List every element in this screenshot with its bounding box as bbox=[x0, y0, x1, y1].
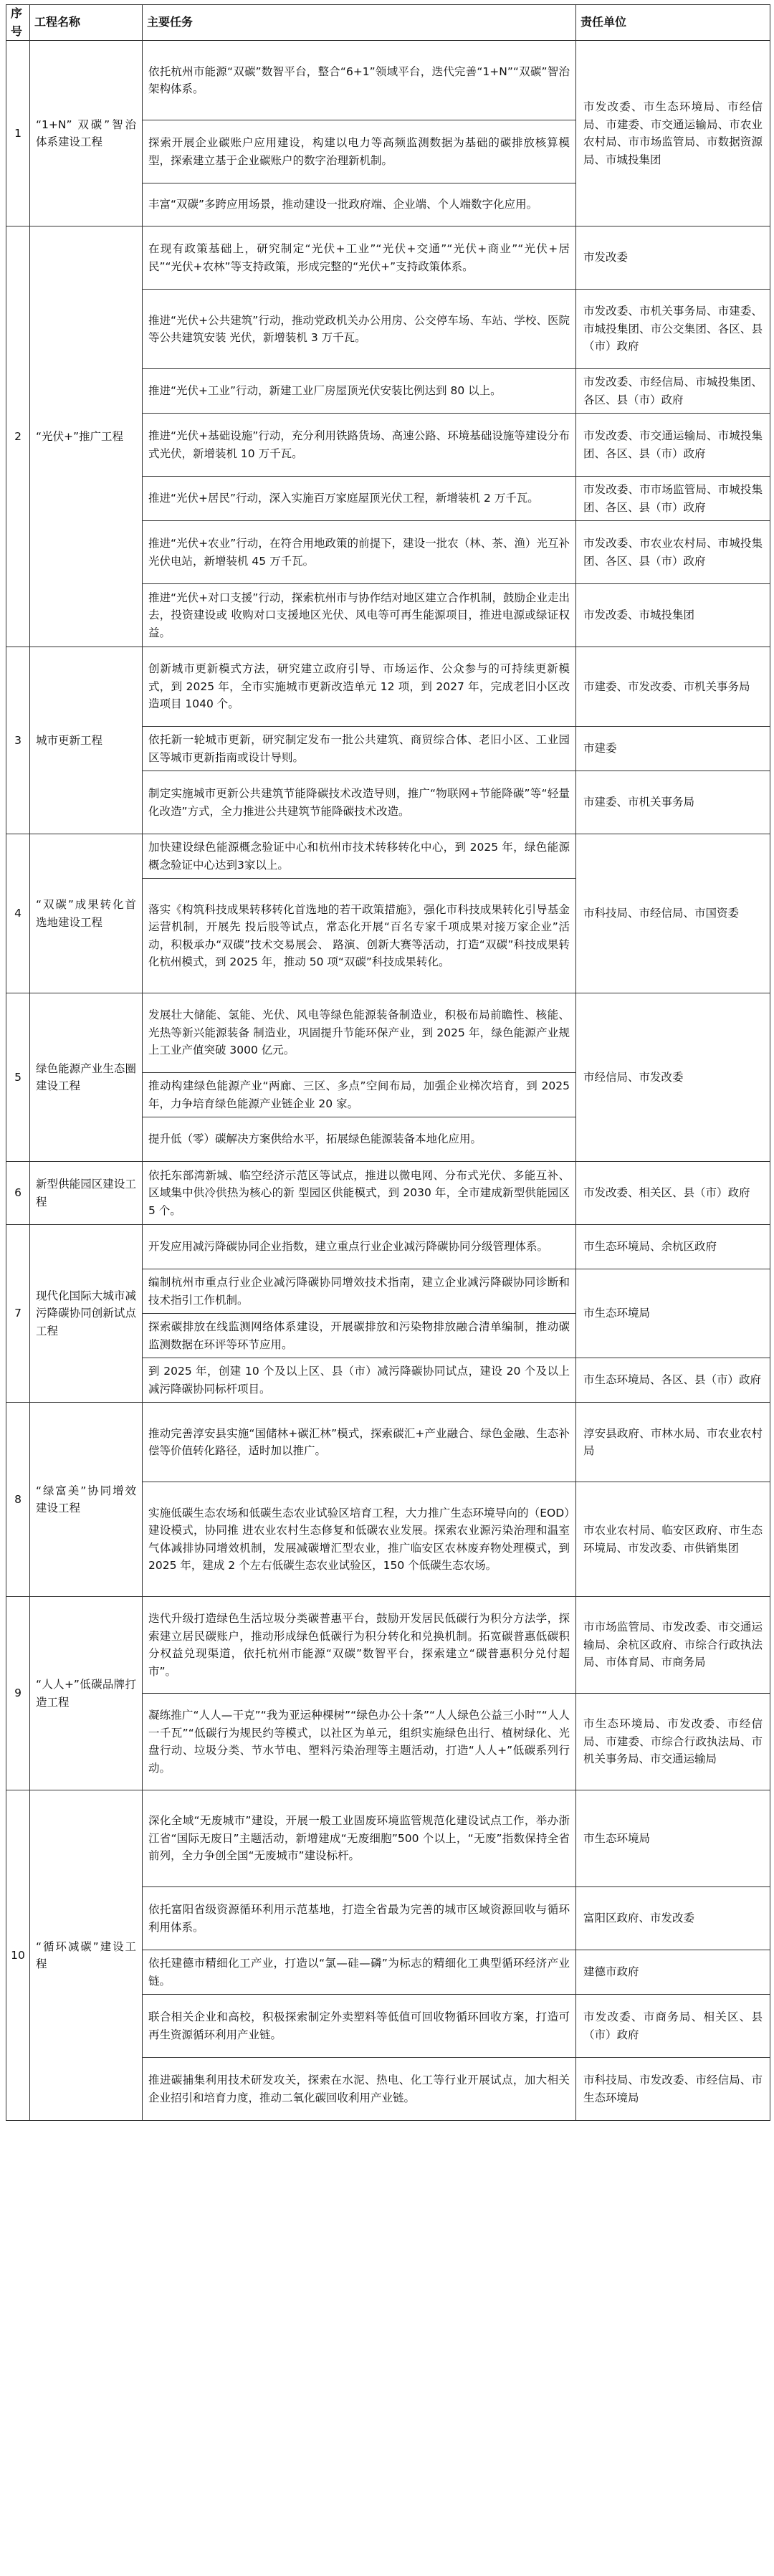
task-cell: 制定实施城市更新公共建筑节能降碳技术改造导则，推广“物联网+节能降碳”等“轻量化改造”方式，全力推进公共建筑节能降碳技术改造。 bbox=[143, 771, 576, 834]
task-cell: 依托杭州市能源“双碳”数智平台，整合“6+1”领域平台，迭代完善“1+N”“双碳”智治架构体系。 bbox=[143, 41, 576, 120]
project-name: “循环减碳”建设工程 bbox=[30, 1790, 143, 2121]
task-cell: 推进“光伏+农业”行动，在符合用地政策的前提下，建设一批农（林、茶、渔）光互补光伏电站，新增装机 45 万千瓦。 bbox=[143, 521, 576, 584]
header-unit: 责任单位 bbox=[576, 5, 770, 41]
responsible-unit-cell: 市发改委、市商务局、相关区、县（市）政府 bbox=[576, 1995, 770, 2058]
project-number: 9 bbox=[6, 1597, 30, 1790]
task-cell: 依托新一轮城市更新，研究制定发布一批公共建筑、商贸综合体、老旧小区、工业园区等城市更新指南或设计导则。 bbox=[143, 727, 576, 771]
project-number: 4 bbox=[6, 834, 30, 993]
responsible-unit-cell: 市生态环境局、余杭区政府 bbox=[576, 1225, 770, 1269]
responsible-unit-cell: 淳安县政府、市林水局、市农业农村局 bbox=[576, 1403, 770, 1482]
project-number: 8 bbox=[6, 1403, 30, 1597]
project-name: 城市更新工程 bbox=[30, 647, 143, 834]
task-cell: 丰富“双碳”多跨应用场景，推动建设一批政府端、企业端、个人端数字化应用。 bbox=[143, 183, 576, 226]
table-row bbox=[6, 226, 770, 290]
task-cell: 凝练推广“人人—干克”“我为亚运种棵树”“绿色办公十条”“人人绿色公益三小时”“人人一千瓦”“低碳行为规民约等模式，以社区为单元，组织实施绿色出行、植树绿化、光盘行动、垃圾分类、节水节电、塑料污染治理等主题活动，打造“人人+”低碳系列行动。 bbox=[143, 1694, 576, 1790]
responsible-unit-cell: 市发改委、市市场监管局、市城投集团、各区、县（市）政府 bbox=[576, 477, 770, 521]
project-name: “光伏+”推广工程 bbox=[30, 226, 143, 647]
responsible-unit-cell: 市发改委、市农业农村局、市城投集团、各区、县（市）政府 bbox=[576, 521, 770, 584]
responsible-unit-cell: 市生态环境局、市发改委、市经信局、市建委、市综合行政执法局、市机关事务局、市交通运输局 bbox=[576, 1694, 770, 1790]
table-row bbox=[6, 1790, 770, 1887]
table-row bbox=[6, 1597, 770, 1694]
responsible-unit-cell: 市发改委、市机关事务局、市建委、市城投集团、市公交集团、各区、县（市）政府 bbox=[576, 290, 770, 369]
task-cell: 推进“光伏+公共建筑”行动，推动党政机关办公用房、公交停车场、车站、学校、医院等公共建筑安装 光伏，新增装机 3 万千瓦。 bbox=[143, 290, 576, 369]
task-cell: 开发应用减污降碳协同企业指数，建立重点行业企业减污降碳协同分级管理体系。 bbox=[143, 1225, 576, 1269]
task-cell: 加快建设绿色能源概念验证中心和杭州市技术转移转化中心，到 2025 年，绿色能源概念验证中心达到3家以上。 bbox=[143, 834, 576, 879]
task-cell: 在现有政策基础上，研究制定“光伏+工业”“光伏+交通”“光伏+商业”“光伏+居民”“光伏+农林”等支持政策，形成完整的“光伏+”支持政策体系。 bbox=[143, 226, 576, 290]
project-number: 1 bbox=[6, 41, 30, 226]
responsible-unit-cell: 市建委 bbox=[576, 727, 770, 771]
responsible-unit-cell: 市发改委、市生态环境局、市经信局、市建委、市交通运输局、市农业农村局、市市场监管局、市数据资源局、市城投集团 bbox=[576, 41, 770, 226]
task-cell: 编制杭州市重点行业企业减污降碳协同增效技术指南，建立企业减污降碳协同诊断和技术指引工作机制。 bbox=[143, 1269, 576, 1314]
task-cell: 依托富阳省级资源循环利用示范基地，打造全省最为完善的城市区域资源回收与循环利用体系。 bbox=[143, 1887, 576, 1950]
table-row bbox=[6, 1225, 770, 1269]
table-body bbox=[6, 41, 770, 2121]
responsible-unit-cell: 市科技局、市发改委、市经信局、市生态环境局 bbox=[576, 2058, 770, 2121]
header-row bbox=[6, 5, 770, 41]
responsible-unit-cell: 富阳区政府、市发改委 bbox=[576, 1887, 770, 1950]
task-cell: 实施低碳生态农场和低碳生态农业试验区培育工程，大力推广生态环境导向的（EOD）建设模式，协同推 进农业农村生态修复和低碳农业发展。探索农业源污染治理和温室气体减排协同增效机制，发展减碳增汇型农业，推广临安区农林废弃物处理模式，到 2025 年，建成 2 个左右低碳生态农业试验区，150 个低碳生态农场。 bbox=[143, 1482, 576, 1597]
project-number: 10 bbox=[6, 1790, 30, 2121]
header-no: 序号 bbox=[6, 5, 30, 41]
task-cell: 依托东部湾新城、临空经济示范区等试点，推进以微电网、分布式光伏、多能互补、区域集中供冷供热为核心的新 型园区供能模式，到 2030 年，全市建成新型供能园区 5 个。 bbox=[143, 1162, 576, 1225]
task-cell: 提升低（零）碳解决方案供给水平，拓展绿色能源装备本地化应用。 bbox=[143, 1117, 576, 1162]
task-cell: 探索开展企业碳账户应用建设，构建以电力等高频监测数据为基础的碳排放核算模型，探索建立基于企业碳账户的数字治理新机制。 bbox=[143, 120, 576, 183]
task-cell: 深化全域“无废城市”建设，开展一般工业固废环境监管规范化建设试点工作，举办浙江省“国际无废日”主题活动，新增建成“无废细胞”500 个以上，“无废”指数保持全省前列，全力争创全国“无废城市”建设标杆。 bbox=[143, 1790, 576, 1887]
table-row bbox=[6, 1162, 770, 1225]
project-number: 7 bbox=[6, 1225, 30, 1403]
task-cell: 推动完善淳安县实施“国储林+碳汇林”模式，探索碳汇+产业融合、绿色金融、生态补偿等价值转化路径，适时加以推广。 bbox=[143, 1403, 576, 1482]
responsible-unit-cell: 市建委、市机关事务局 bbox=[576, 771, 770, 834]
responsible-unit-cell: 市生态环境局、各区、县（市）政府 bbox=[576, 1358, 770, 1403]
project-name: 现代化国际大城市减污降碳协同创新试点工程 bbox=[30, 1225, 143, 1403]
header-name: 工程名称 bbox=[30, 5, 143, 41]
project-name: “人人+”低碳品牌打造工程 bbox=[30, 1597, 143, 1790]
task-cell: 推动构建绿色能源产业“两廊、三区、多点”空间布局，加强企业梯次培育，到 2025 年，力争培育绿色能源产业链企业 20 家。 bbox=[143, 1073, 576, 1117]
task-cell: 推进“光伏+对口支援”行动，探索杭州市与协作结对地区建立合作机制，鼓励企业走出去，投资建设或 收购对口支援地区光伏、风电等可再生能源项目，推进电源或绿证权益。 bbox=[143, 584, 576, 647]
project-number: 2 bbox=[6, 226, 30, 647]
task-table bbox=[6, 4, 770, 2121]
project-name: “1+N” 双碳”智治体系建设工程 bbox=[30, 41, 143, 226]
project-name: “绿富美”协同增效建设工程 bbox=[30, 1403, 143, 1597]
responsible-unit-cell: 市发改委 bbox=[576, 226, 770, 290]
project-number: 6 bbox=[6, 1162, 30, 1225]
table-row bbox=[6, 993, 770, 1073]
responsible-unit-cell: 市科技局、市经信局、市国资委 bbox=[576, 834, 770, 993]
responsible-unit-cell: 市发改委、市城投集团 bbox=[576, 584, 770, 647]
table-row bbox=[6, 41, 770, 120]
table-row bbox=[6, 1403, 770, 1482]
responsible-unit-cell: 市建委、市发改委、市机关事务局 bbox=[576, 647, 770, 727]
task-cell: 推进“光伏+工业”行动，新建工业厂房屋顶光伏安装比例达到 80 以上。 bbox=[143, 369, 576, 414]
task-cell: 到 2025 年，创建 10 个及以上区、县（市）减污降碳协同试点，建设 20 个及以上减污降碳协同标杆项目。 bbox=[143, 1358, 576, 1403]
task-cell: 推进“光伏+居民”行动，深入实施百万家庭屋顶光伏工程，新增装机 2 万千瓦。 bbox=[143, 477, 576, 521]
task-cell: 创新城市更新模式方法，研究建立政府引导、市场运作、公众参与的可持续更新模式，到 2025 年，全市实施城市更新改造单元 12 项，到 2027 年，完成老旧小区改造项目 1040 个。 bbox=[143, 647, 576, 727]
responsible-unit-cell: 市发改委、相关区、县（市）政府 bbox=[576, 1162, 770, 1225]
project-name: “双碳”成果转化首选地建设工程 bbox=[30, 834, 143, 993]
project-name: 新型供能园区建设工程 bbox=[30, 1162, 143, 1225]
responsible-unit-cell: 市市场监管局、市发改委、市交通运输局、余杭区政府、市综合行政执法局、市体育局、市商务局 bbox=[576, 1597, 770, 1694]
responsible-unit-cell: 市发改委、市交通运输局、市城投集团、各区、县（市）政府 bbox=[576, 414, 770, 477]
task-cell: 依托建德市精细化工产业，打造以“氯—硅—磷”为标志的精细化工典型循环经济产业链。 bbox=[143, 1950, 576, 1995]
project-number: 5 bbox=[6, 993, 30, 1162]
task-cell: 联合相关企业和高校，积极探索制定外卖塑料等低值可回收物循环回收方案，打造可再生资源循环利用产业链。 bbox=[143, 1995, 576, 2058]
responsible-unit-cell: 市农业农村局、临安区政府、市生态环境局、市发改委、市供销集团 bbox=[576, 1482, 770, 1597]
task-cell: 探索碳排放在线监测网络体系建设，开展碳排放和污染物排放融合清单编制，推动碳监测数据在环评等环节应用。 bbox=[143, 1314, 576, 1358]
table-row bbox=[6, 647, 770, 727]
header-task: 主要任务 bbox=[143, 5, 576, 41]
table-row bbox=[6, 834, 770, 879]
task-cell: 迭代升级打造绿色生活垃圾分类碳普惠平台，鼓励开发居民低碳行为积分方法学，探索建立居民碳账户，推动形成绿色低碳行为积分转化和兑换机制。拓宽碳普惠低碳积分权益兑现渠道，依托杭州市能源“双碳”数智平台，探索建立“碳普惠积分兑付超市”。 bbox=[143, 1597, 576, 1694]
task-cell: 推进碳捕集利用技术研发攻关，探索在水泥、热电、化工等行业开展试点，加大相关企业招引和培育力度，推动二氧化碳回收利用产业链。 bbox=[143, 2058, 576, 2121]
task-cell: 推进“光伏+基础设施”行动，充分利用铁路货场、高速公路、环境基础设施等建设分布式光伏，新增装机 10 万千瓦。 bbox=[143, 414, 576, 477]
responsible-unit-cell: 建德市政府 bbox=[576, 1950, 770, 1995]
project-number: 3 bbox=[6, 647, 30, 834]
responsible-unit-cell: 市生态环境局 bbox=[576, 1790, 770, 1887]
responsible-unit-cell: 市发改委、市经信局、市城投集团、各区、县（市）政府 bbox=[576, 369, 770, 414]
task-cell: 落实《构筑科技成果转移转化首选地的若干政策措施》，强化市科技成果转化引导基金运营机制，开展先 投后股等试点，常态化开展“百名专家千项成果对接万家企业”活动，积极承办“双碳”技术交易展会、 路演、创新大赛等活动，打造“双碳”科技成果转化杭州模式，到 2025 年，推动 50 项“双碳”科技成果转化。 bbox=[143, 879, 576, 993]
responsible-unit-cell: 市经信局、市发改委 bbox=[576, 993, 770, 1162]
responsible-unit-cell: 市生态环境局 bbox=[576, 1269, 770, 1358]
task-cell: 发展壮大储能、氢能、光伏、风电等绿色能源装备制造业，积极布局前瞻性、核能、光热等新兴能源装备 制造业，巩固提升节能环保产业，到 2025 年，绿色能源产业规上工业产值突破 3000 亿元。 bbox=[143, 993, 576, 1073]
project-name: 绿色能源产业生态圈建设工程 bbox=[30, 993, 143, 1162]
